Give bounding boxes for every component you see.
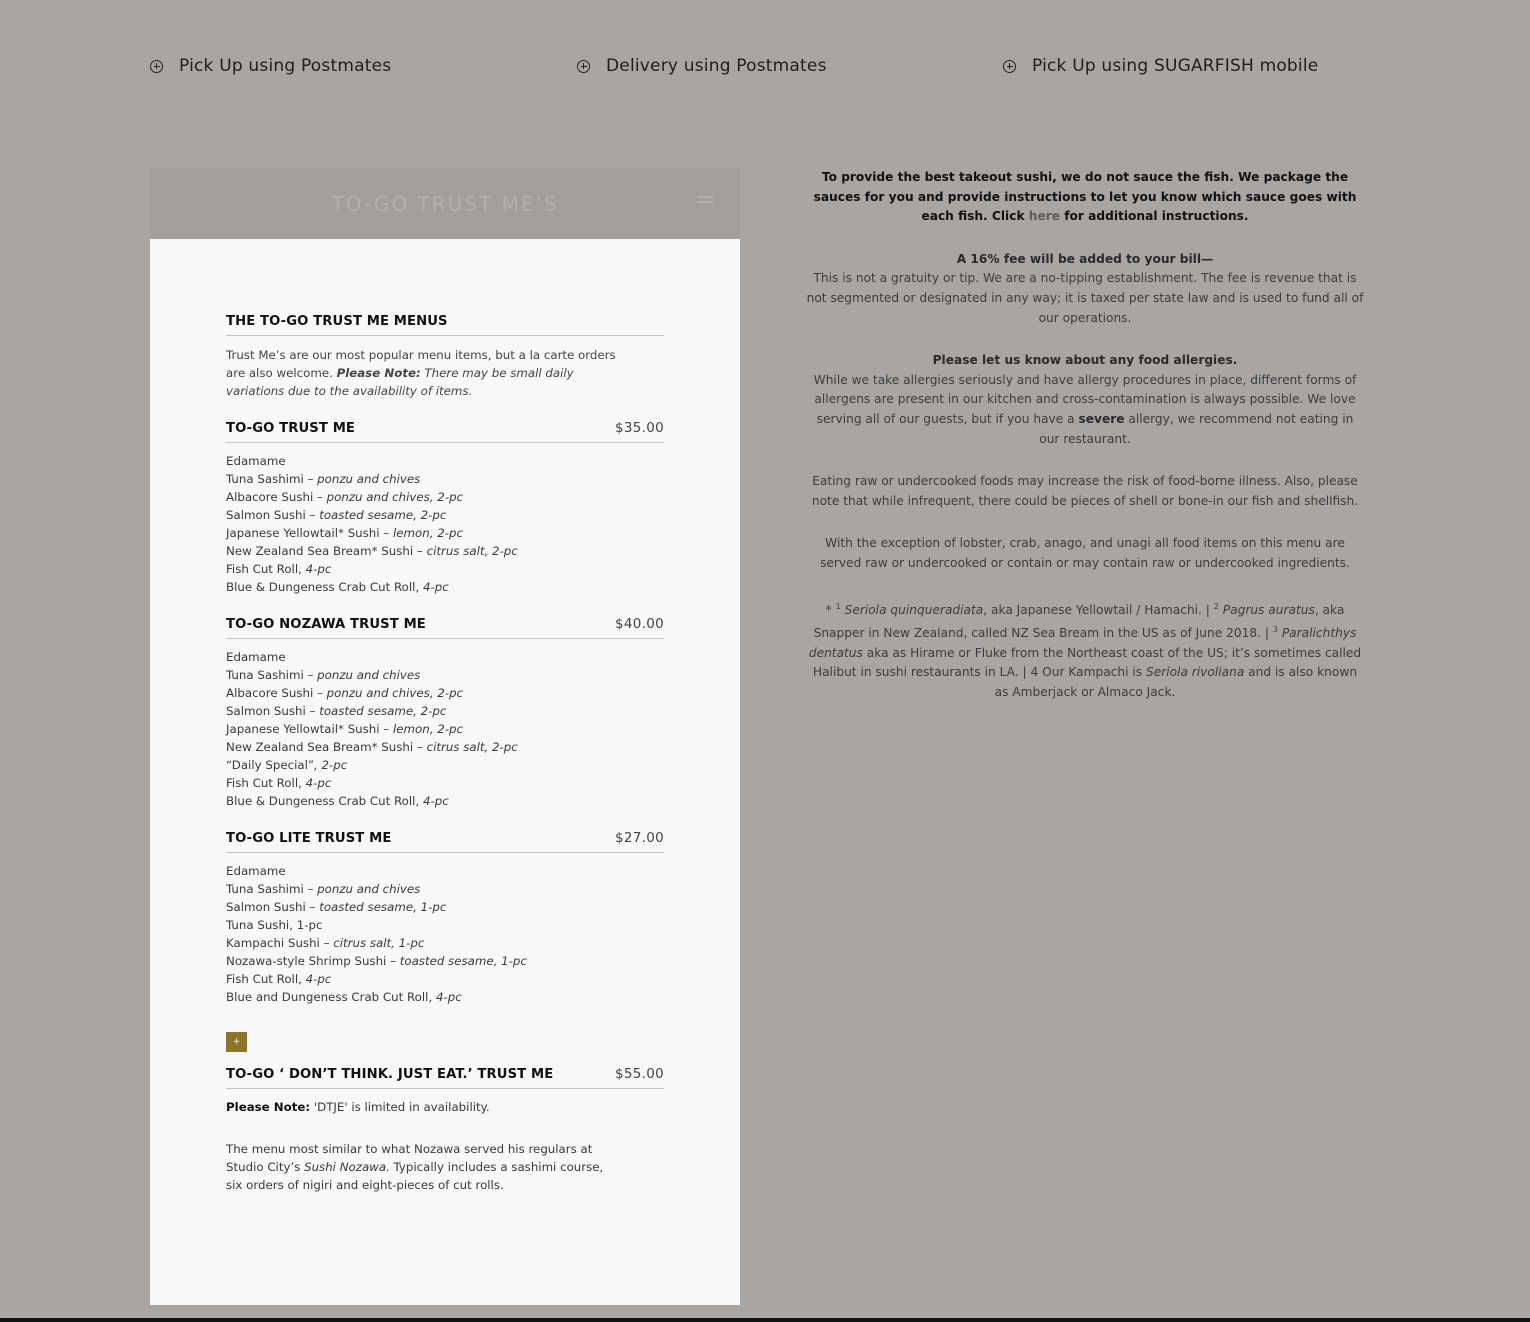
menu-content (226, 314, 664, 1214)
note-text: 'DTJE' is limited in availability. (310, 1100, 490, 1114)
list-item: Fish Cut Roll, 4-pc (226, 562, 332, 576)
menu-panel (150, 239, 740, 1305)
raw-exception-note: With the exception of lobster, crab, anago, and unagi all food items on this menu are served raw or undercooked or contain or may contain raw or undercooked ingredients. (820, 536, 1350, 570)
list-item: New Zealand Sea Bream* Sushi – citrus salt, 2-pc (226, 740, 518, 754)
menu-section-trust-me (226, 420, 664, 596)
list-item: Blue and Dungeness Crab Cut Roll, 4-pc (226, 990, 462, 1004)
plus-circle-icon (150, 60, 163, 73)
section-title (226, 314, 664, 336)
intro-text: Trust Me’s are our most popular menu items, but a la carte orders are also welcome. (226, 348, 616, 380)
section-title-text: TO-GO NOZAWA TRUST ME (226, 617, 426, 632)
menu-intro-section (226, 314, 664, 400)
fee-notice (805, 250, 1365, 328)
allergy-title: Please let us know about any food allergies. (932, 353, 1238, 368)
menu-intro-text (226, 346, 616, 400)
price: $40.00 (614, 616, 664, 632)
list-item: Salmon Sushi – toasted sesame, 2-pc (226, 704, 447, 718)
menu-section-lite (226, 830, 664, 1006)
delivery-postmates-option[interactable] (577, 56, 827, 76)
djte-note (226, 1098, 664, 1116)
menu-header-title: TO-GO TRUST ME’S (331, 191, 559, 216)
list-item: Kampachi Sushi – citrus salt, 1-pc (226, 936, 425, 950)
sauce-notice: To provide the best takeout sushi, we do not sauce the fish. We package the sauces for you and provide instructions to let you know which sauce goes with each fish. Click here for additional instructions. (813, 170, 1357, 224)
expand-badge-button[interactable]: + (226, 1032, 247, 1052)
order-option-label: Delivery using Postmates (606, 56, 827, 76)
section-title-text: THE TO-GO TRUST ME MENUS (226, 314, 448, 329)
please-note-label: Please Note: (226, 1100, 311, 1114)
allergy-notice: Please let us know about any food allergies. While we take allergies seriously and have allergy procedures in place, different forms of allergens are present in our kitchen and cross-contamination is always possible. We love serving all of our guests, but if you have a severe allergy, we recommend not eating in our restaurant. (813, 353, 1357, 446)
order-option-label: Pick Up using SUGARFISH mobile (1032, 56, 1319, 76)
please-note-label: Please Note: (336, 366, 421, 380)
list-item: Blue & Dungeness Crab Cut Roll, 4-pc (226, 794, 449, 808)
list-item: Tuna Sashimi – ponzu and chives (226, 472, 421, 486)
order-option-label: Pick Up using Postmates (179, 56, 392, 76)
section-title (226, 830, 664, 853)
pickup-sugarfish-mobile-option[interactable] (1003, 56, 1318, 76)
species-footnotes: * $^1$ Seriola quinqueradiata, aka Japanese Yellowtail / Hamachi. | $^2$ Pagrus auratus, aka Snapper in New Zealand, called NZ Sea Bream in the US as of June 2018. | $^3$ Paralichthys dentatus aka as Hirame or Fluke from the Northeast coast of the US; it’s sometimes called Halibut in sushi restaurants in LA. | 4 Our Kampachi is Seriola rivoliana and is also known as Amberjack or Almaco Jack. (808, 601, 1362, 699)
list-item: Tuna Sashimi – ponzu and chives (226, 882, 421, 896)
bottom-rule (0, 1318, 1530, 1322)
order-options (150, 56, 1390, 82)
list-item: Tuna Sashimi – ponzu and chives (226, 668, 421, 682)
item-list (226, 648, 664, 810)
list-item: Edamame (226, 454, 286, 468)
hamburger-icon[interactable] (697, 196, 713, 208)
item-list (226, 452, 664, 596)
note-text: There may be small daily variations due to the availability of items. (226, 366, 574, 398)
raw-food-warning: Eating raw or undercooked foods may increase the risk of food-borne illness. Also, please note that while infrequent, there could be pieces of shell or bone-in our fish and shellfish. (811, 474, 1359, 508)
menu-section-nozawa (226, 616, 664, 810)
list-item: Edamame (226, 650, 286, 664)
list-item: Japanese Yellowtail* Sushi – lemon, 2-pc (226, 722, 463, 736)
list-item: Blue & Dungeness Crab Cut Roll, 4-pc (226, 580, 449, 594)
list-item: Edamame (226, 864, 286, 878)
section-title (226, 420, 664, 443)
menu-section-djte (226, 1032, 664, 1194)
list-item: Nozawa-style Shrimp Sushi – toasted sesame, 1-pc (226, 954, 527, 968)
list-item: Salmon Sushi – toasted sesame, 1-pc (226, 900, 447, 914)
pickup-postmates-option[interactable] (150, 56, 391, 76)
section-title (226, 616, 664, 639)
section-title-text: TO-GO TRUST ME (226, 421, 356, 436)
here-link[interactable]: here (1028, 209, 1061, 224)
list-item: Fish Cut Roll, 4-pc (226, 776, 332, 790)
section-title (226, 1066, 664, 1089)
plus-circle-icon (577, 60, 590, 73)
menu-header-bar (150, 168, 740, 239)
info-column (805, 168, 1365, 726)
section-title-text: TO-GO ‘ DON’T THINK. JUST EAT.’ TRUST ME (226, 1067, 554, 1082)
list-item: Albacore Sushi – ponzu and chives, 2-pc (226, 490, 464, 504)
list-item: Japanese Yellowtail* Sushi – lemon, 2-pc (226, 526, 463, 540)
price: $55.00 (614, 1066, 664, 1082)
list-item: “Daily Special”, 2-pc (226, 758, 348, 772)
fee-text: This is not a gratuity or tip. We are a no-tipping establishment. The fee is revenue that is not segmented or designated in any way; it is taxed per state law and is used to fund all of our operations. (806, 271, 1364, 325)
plus-circle-icon (1003, 60, 1016, 73)
price: $27.00 (614, 830, 664, 846)
list-item: Fish Cut Roll, 4-pc (226, 972, 332, 986)
item-list (226, 862, 664, 1006)
djte-description: The menu most similar to what Nozawa served his regulars at Studio City’s Sushi Nozawa. Typically includes a sashimi course, six orders of nigiri and eight-pieces of cut rolls. (226, 1142, 604, 1192)
list-item: Albacore Sushi – ponzu and chives, 2-pc (226, 686, 464, 700)
list-item: Tuna Sushi, 1-pc (226, 918, 323, 932)
fee-title: A 16% fee will be added to your bill— (956, 251, 1214, 266)
list-item: New Zealand Sea Bream* Sushi – citrus salt, 2-pc (226, 544, 518, 558)
section-title-text: TO-GO LITE TRUST ME (226, 831, 392, 846)
price: $35.00 (614, 420, 664, 436)
list-item: Salmon Sushi – toasted sesame, 2-pc (226, 508, 447, 522)
